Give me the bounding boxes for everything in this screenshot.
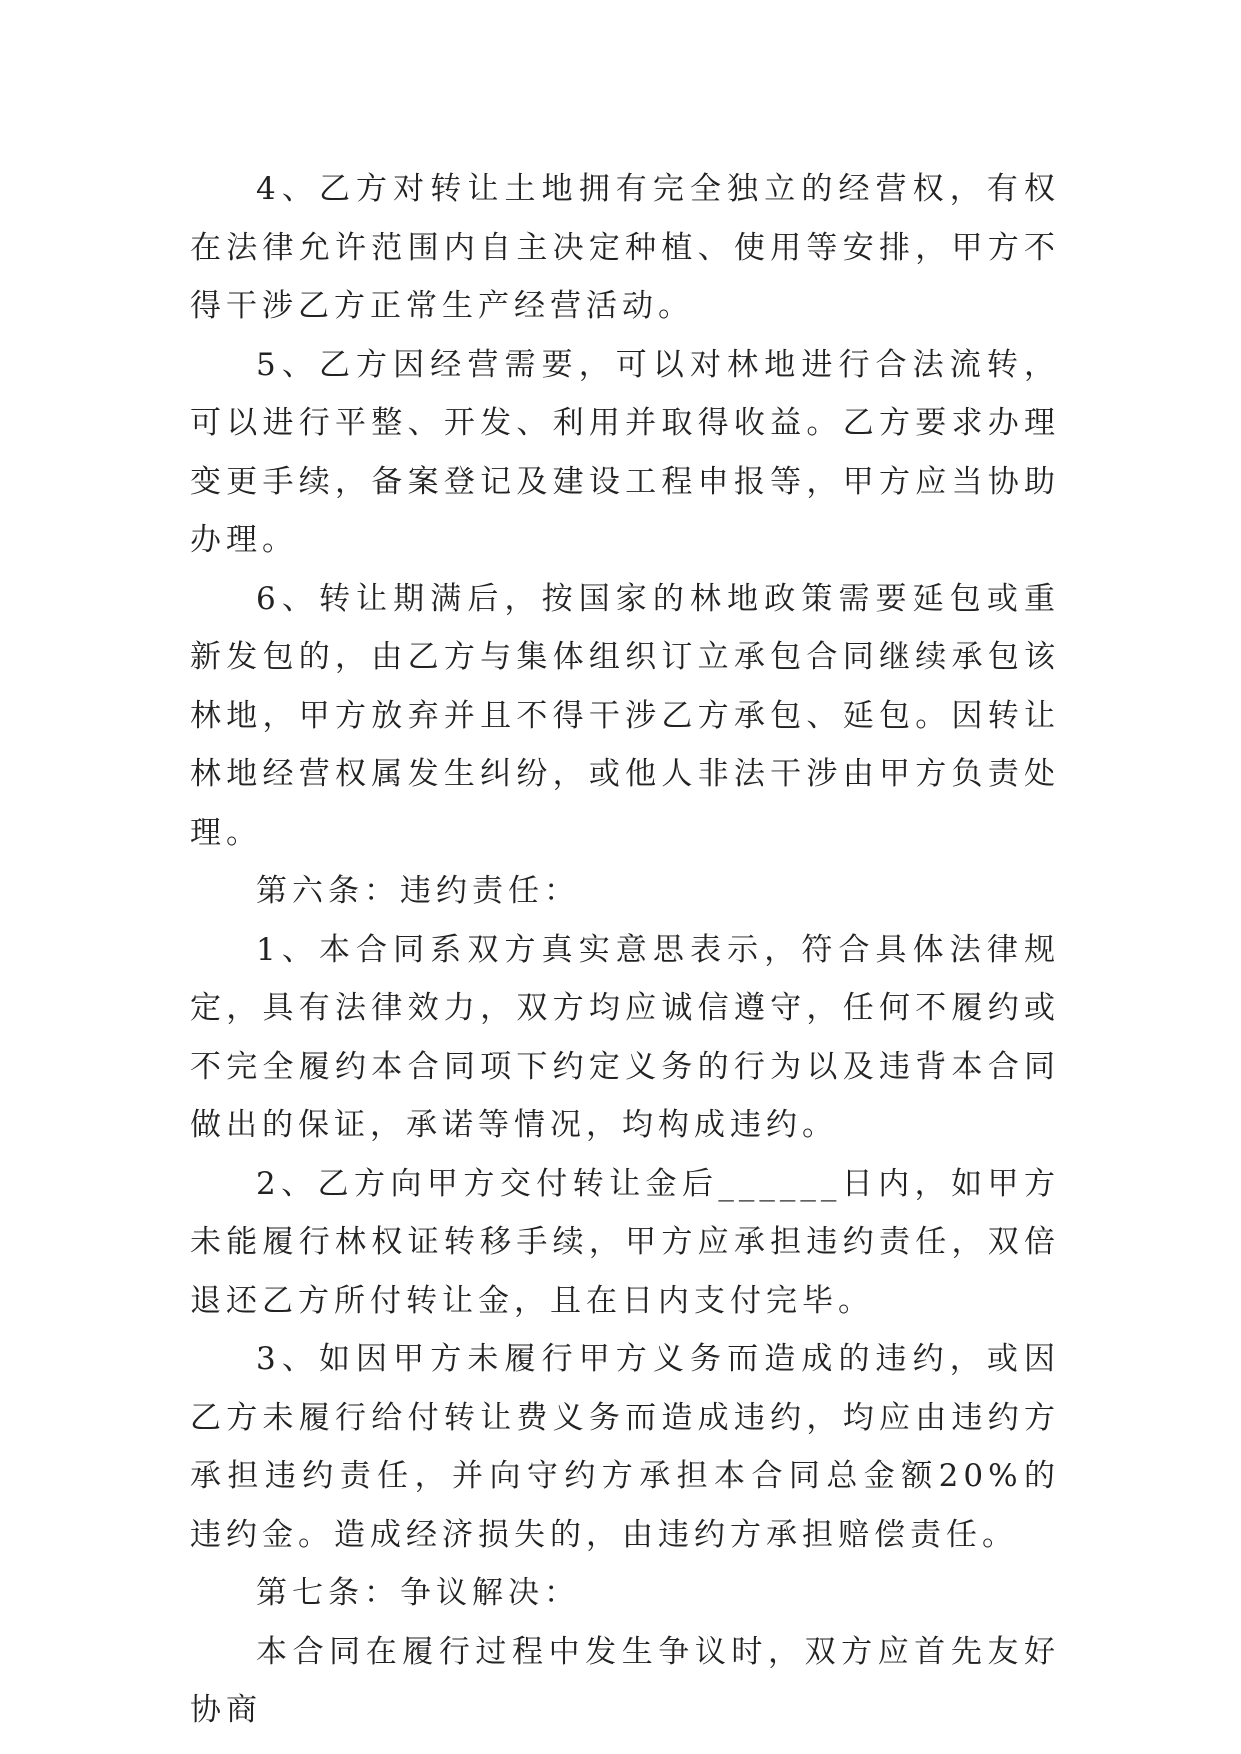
breach-paragraph-1: 1、本合同系双方真实意思表示，符合具体法律规定，具有法律效力，双方均应诚信遵守，任何不履约或不完全履约本合同项下约定义务的行为以及违背本合同做出的保证，承诺等情况，均构成违约。: [190, 931, 1060, 1143]
clause-paragraph-5: 5、乙方因经营需要，可以对林地进行合法流转，可以进行平整、开发、利用并取得收益。乙方要求办理变更手续，备案登记及建设工程申报等，甲方应当协助办理。: [190, 346, 1060, 558]
article-seven-heading: 第七条：争议解决：: [256, 1575, 580, 1611]
breach-paragraph-3: 3、如因甲方未履行甲方义务而造成的违约，或因乙方未履行给付转让费义务而造成违约，均应由违约方承担违约责任，并向守约方承担本合同总金额20%的违约金。造成经济损失的，由违约方承担赔偿责任。: [190, 1341, 1060, 1553]
clause-paragraph-6: 6、转让期满后，按国家的林地政策需要延包或重新发包的，由乙方与集体组织订立承包合同继续承包该林地，甲方放弃并且不得干涉乙方承包、延包。因转让林地经营权属发生纠纷，或他人非法干涉由甲方负责处理。: [190, 580, 1060, 851]
article-six-heading: 第六条：违约责任：: [256, 873, 580, 909]
dispute-paragraph: 本合同在履行过程中发生争议时，双方应首先友好协商: [190, 1633, 1060, 1728]
clause-paragraph-4: 4、乙方对转让土地拥有完全独立的经营权，有权在法律允许范围内自主决定种植、使用等安排，甲方不得干涉乙方正常生产经营活动。: [190, 171, 1060, 324]
breach-paragraph-2: 2、乙方向甲方交付转让金后______日内，如甲方未能履行林权证转移手续，甲方应承担违约责任，双倍退还乙方所付转让金，且在日内支付完毕。: [190, 1165, 1060, 1319]
document-body: [190, 160, 1060, 1740]
